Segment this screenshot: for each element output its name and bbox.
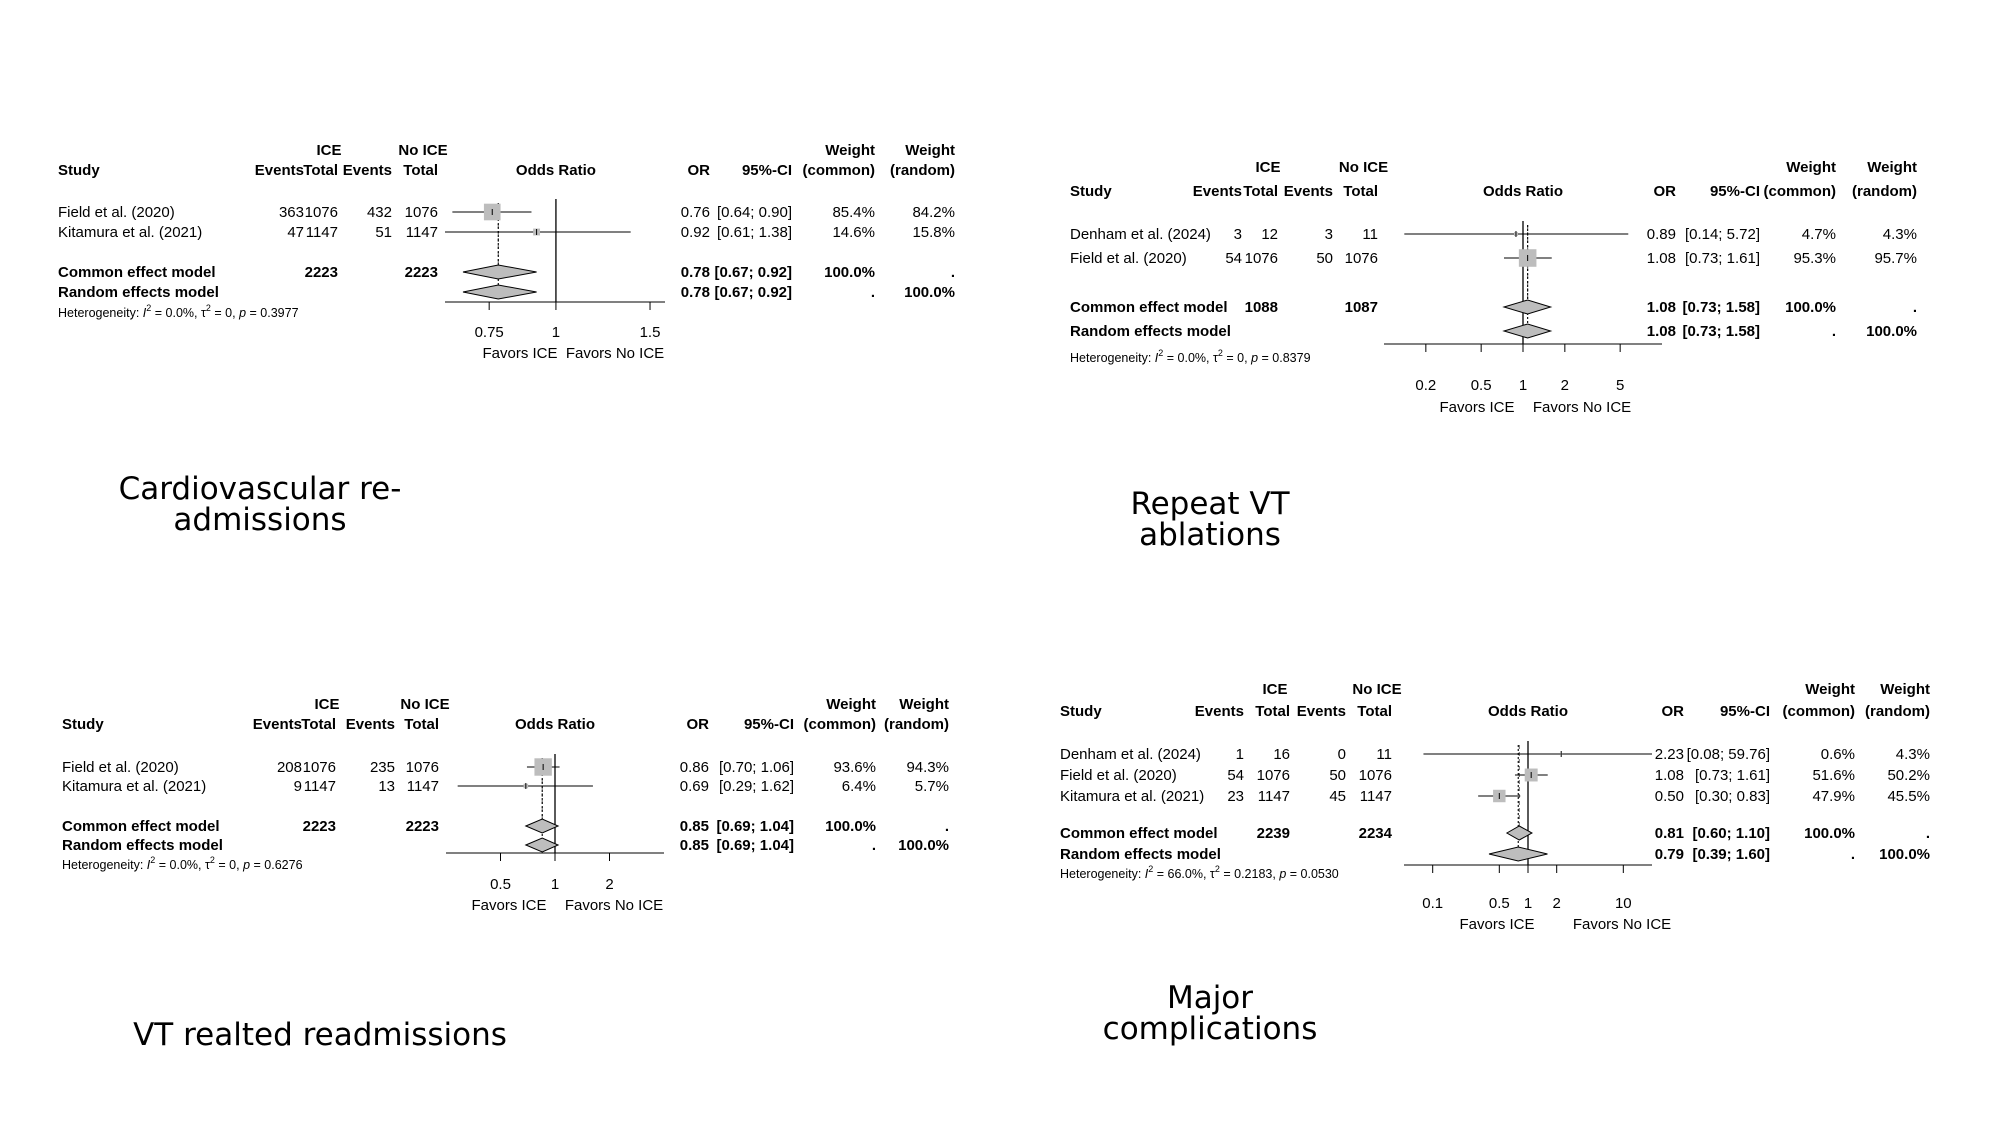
header-or: OR xyxy=(1661,703,1684,720)
common-effect-model-or: 0.78 xyxy=(680,264,710,281)
study-ci: [0.30; 0.83] xyxy=(1694,788,1770,805)
caption-line: Repeat VT xyxy=(1130,486,1290,522)
random-effects-model-label: Random effects model xyxy=(62,837,223,854)
study-weight-common: 14.6% xyxy=(832,224,875,241)
forest-plot-major-complications xyxy=(1052,680,1992,960)
study-or: 0.86 xyxy=(679,759,709,776)
study-no-ice-events: 50 xyxy=(1329,767,1346,784)
study-ice-events: 47 xyxy=(287,224,304,241)
study-weight-random: 15.8% xyxy=(912,224,955,241)
header-ice-total: Total xyxy=(1243,183,1278,200)
common-effect-model-or: 0.81 xyxy=(1654,825,1684,842)
study-weight-common: 47.9% xyxy=(1812,788,1855,805)
study-weight-random: 94.3% xyxy=(906,759,949,776)
header-weight-random: Weight xyxy=(899,696,949,713)
header-ci: 95%-CI xyxy=(1719,703,1770,720)
study-ci: [0.70; 1.06] xyxy=(718,759,794,776)
header-no-ice-total: Total xyxy=(1343,183,1378,200)
x-tick-label: 0.75 xyxy=(474,324,504,341)
random-effects-model-weight-random: 100.0% xyxy=(1866,323,1917,340)
header-ice-events: Events xyxy=(1194,703,1244,720)
x-tick-label: 1.5 xyxy=(639,324,661,341)
favors-ice-label: Favors ICE xyxy=(482,345,558,362)
header-ice-events: Events xyxy=(1192,183,1242,200)
random-effects-model-weight-common: . xyxy=(871,837,876,854)
heterogeneity-text: Heterogeneity: $I^2 = 0.0\%$, $\tau^2 = 0$, p = 0.3977 xyxy=(58,303,299,320)
study-ice-events: 54 xyxy=(1225,250,1242,267)
random-effects-model-weight-common: . xyxy=(870,284,875,301)
study-no-ice-total: 11 xyxy=(1376,746,1392,763)
x-tick-label: 0.5 xyxy=(490,876,511,893)
header-no-ice-events: Events xyxy=(1296,703,1346,720)
study-name: Field et al. (2020) xyxy=(58,204,175,221)
x-tick-label: 2 xyxy=(1552,895,1561,912)
common-effect-model-weight-random: . xyxy=(1925,825,1930,842)
study-ice-total: 1076 xyxy=(304,204,338,221)
study-or: 0.92 xyxy=(680,224,710,241)
header-common: (common) xyxy=(803,716,876,733)
forest-plot-svg xyxy=(54,695,974,945)
study-no-ice-events: 3 xyxy=(1324,226,1333,243)
study-or: 0.50 xyxy=(1654,788,1684,805)
forest-plot-svg xyxy=(1052,680,1992,960)
common-effect-model-label: Common effect model xyxy=(58,264,216,281)
header-weight-random: Weight xyxy=(905,142,955,159)
header-common: (common) xyxy=(1763,183,1836,200)
header-no-ice-events: Events xyxy=(342,162,392,179)
header-odds-ratio: Odds Ratio xyxy=(514,716,596,733)
random-effects-model-diamond xyxy=(1504,324,1551,338)
random-effects-model-ci: [0.69; 1.04] xyxy=(716,837,794,854)
common-effect-model-diamond xyxy=(463,265,537,279)
common-effect-model-or: 1.08 xyxy=(1646,299,1676,316)
study-or: 0.76 xyxy=(680,204,710,221)
random-effects-model-label: Random effects model xyxy=(58,284,219,301)
study-no-ice-events: 51 xyxy=(375,224,392,241)
study-ci: [0.29; 1.62] xyxy=(718,778,794,795)
x-tick-label: 10 xyxy=(1614,895,1632,912)
x-tick-label: 1 xyxy=(551,324,561,341)
study-no-ice-total: 1076 xyxy=(1344,250,1378,267)
study-ice-events: 9 xyxy=(293,778,302,795)
x-tick-label: 5 xyxy=(1615,377,1625,394)
study-ice-events: 23 xyxy=(1227,788,1244,805)
heterogeneity-text: Heterogeneity: $I^2 = 0.0\%$, $\tau^2 = 0$, p = 0.8379 xyxy=(1070,348,1311,365)
random-effects-model-weight-common: . xyxy=(1831,323,1836,340)
random-effects-model-weight-random: 100.0% xyxy=(898,837,949,854)
common-effect-model-label: Common effect model xyxy=(1070,299,1228,316)
study-weight-random: 4.3% xyxy=(1882,226,1917,243)
header-odds-ratio: Odds Ratio xyxy=(515,162,596,179)
favors-ice-label: Favors ICE xyxy=(1459,916,1535,933)
study-ice-events: 208 xyxy=(276,759,302,776)
x-tick-label: 1 xyxy=(550,876,560,893)
header-or: OR xyxy=(687,162,710,179)
study-name: Field et al. (2020) xyxy=(1070,250,1187,267)
common-effect-model-weight-random: . xyxy=(950,264,955,281)
study-ice-total: 1076 xyxy=(302,759,336,776)
study-no-ice-events: 45 xyxy=(1329,788,1346,805)
random-effects-model-or: 0.78 xyxy=(680,284,710,301)
forest-plot-repeat-vt-ablations xyxy=(1062,152,1982,422)
study-no-ice-total: 1076 xyxy=(1358,767,1392,784)
header-ice-events: Events xyxy=(254,162,304,179)
caption-repeat-vt-ablations xyxy=(1050,486,1370,553)
header-ice-events: Events xyxy=(252,716,302,733)
study-no-ice-total: 1076 xyxy=(404,204,438,221)
forest-plot-svg xyxy=(50,140,970,390)
header-ice: ICE xyxy=(1262,681,1288,698)
x-tick-label: 1 xyxy=(1523,895,1533,912)
header-no-ice-events: Events xyxy=(345,716,395,733)
study-no-ice-total: 1076 xyxy=(405,759,439,776)
caption-line: complications xyxy=(1102,1011,1318,1047)
study-name: Kitamura et al. (2021) xyxy=(62,778,207,795)
header-weight-random: Weight xyxy=(1867,159,1917,176)
favors-ice-label: Favors ICE xyxy=(471,897,547,914)
header-random: (random) xyxy=(884,716,949,733)
header-ice: ICE xyxy=(314,696,340,713)
study-ice-events: 54 xyxy=(1227,767,1244,784)
common-effect-model-ci: [0.67; 0.92] xyxy=(714,264,792,281)
study-or: 1.08 xyxy=(1654,767,1684,784)
random-effects-model-or: 1.08 xyxy=(1646,323,1676,340)
study-ci: [0.73; 1.61] xyxy=(1694,767,1770,784)
random-effects-model-ci: [0.73; 1.58] xyxy=(1682,323,1760,340)
header-common: (common) xyxy=(802,162,875,179)
header-ci: 95%-CI xyxy=(1709,183,1760,200)
study-ci: [0.64; 0.90] xyxy=(716,204,792,221)
header-weight-random: Weight xyxy=(1880,681,1930,698)
random-effects-model-weight-random: 100.0% xyxy=(904,284,955,301)
header-common: (common) xyxy=(1782,703,1855,720)
study-weight-random: 4.3% xyxy=(1895,746,1930,763)
random-effects-model-weight-random: 100.0% xyxy=(1879,846,1930,863)
heterogeneity-text: Heterogeneity: $I^2 = 0.0\%$, $\tau^2 = 0$, p = 0.6276 xyxy=(62,855,303,872)
header-ice: ICE xyxy=(1255,159,1281,176)
common-effect-model-weight-common: 100.0% xyxy=(1785,299,1836,316)
header-no-ice-total: Total xyxy=(403,162,438,179)
study-weight-random: 50.2% xyxy=(1887,767,1930,784)
header-random: (random) xyxy=(1865,703,1930,720)
x-tick-label: 2 xyxy=(605,876,614,893)
random-effects-model-ci: [0.39; 1.60] xyxy=(1692,846,1770,863)
caption-line: admissions xyxy=(173,502,347,538)
header-no-ice: No ICE xyxy=(398,142,448,159)
header-odds-ratio: Odds Ratio xyxy=(1487,703,1569,720)
forest-plot-vt-related-readmissions xyxy=(54,695,974,945)
heterogeneity-text: Heterogeneity: $I^2 = 66.0\%$, $\tau^2 = 0.2183$, p = 0.0530 xyxy=(1060,864,1339,881)
common-effect-model-ice-total: 2223 xyxy=(302,818,336,835)
study-no-ice-total: 1147 xyxy=(405,224,438,241)
study-weight-random: 5.7% xyxy=(914,778,949,795)
study-weight-common: 85.4% xyxy=(832,204,875,221)
caption-line: ablations xyxy=(1139,517,1281,553)
study-no-ice-events: 235 xyxy=(369,759,395,776)
header-odds-ratio: Odds Ratio xyxy=(1482,183,1564,200)
x-tick-label: 0.5 xyxy=(1470,377,1492,394)
header-no-ice: No ICE xyxy=(400,696,450,713)
study-or: 1.08 xyxy=(1646,250,1676,267)
study-ice-total: 12 xyxy=(1261,226,1278,243)
common-effect-model-weight-common: 100.0% xyxy=(825,818,876,835)
forest-plot-cardiovascular-readmissions xyxy=(50,140,970,390)
study-or: 0.69 xyxy=(679,778,709,795)
random-effects-model-or: 0.85 xyxy=(679,837,709,854)
header-no-ice-events: Events xyxy=(1283,183,1333,200)
favors-no-ice-label: Favors No ICE xyxy=(564,897,664,914)
random-effects-model-diamond xyxy=(463,285,537,299)
header-weight-common: Weight xyxy=(1786,159,1836,176)
header-no-ice: No ICE xyxy=(1338,159,1389,176)
study-ci: [0.61; 1.38] xyxy=(716,224,792,241)
common-effect-model-diamond xyxy=(1504,300,1551,314)
study-no-ice-total: 1147 xyxy=(1359,788,1392,805)
common-effect-model-label: Common effect model xyxy=(1060,825,1218,842)
common-effect-model-weight-common: 100.0% xyxy=(824,264,875,281)
header-random: (random) xyxy=(890,162,955,179)
header-weight-common: Weight xyxy=(826,696,876,713)
header-ice: ICE xyxy=(316,142,342,159)
study-ice-events: 3 xyxy=(1233,226,1242,243)
caption-line: Major xyxy=(1166,980,1254,1016)
study-no-ice-events: 0 xyxy=(1337,746,1346,763)
caption-cardiovascular-readmissions xyxy=(100,471,420,538)
study-name: Field et al. (2020) xyxy=(62,759,179,776)
common-effect-model-ice-total: 2239 xyxy=(1256,825,1290,842)
header-or: OR xyxy=(686,716,709,733)
study-no-ice-total: 1147 xyxy=(406,778,439,795)
study-ci: [0.08; 59.76] xyxy=(1686,746,1770,763)
study-no-ice-events: 432 xyxy=(366,204,392,221)
header-ci: 95%-CI xyxy=(741,162,792,179)
header-ice-total: Total xyxy=(303,162,338,179)
study-ci: [0.73; 1.61] xyxy=(1684,250,1760,267)
study-name: Kitamura et al. (2021) xyxy=(58,224,203,241)
caption-major-complications xyxy=(1050,980,1370,1047)
study-ice-total: 1147 xyxy=(1257,788,1290,805)
common-effect-model-ice-total: 2223 xyxy=(304,264,338,281)
study-ice-events: 1 xyxy=(1235,746,1244,763)
common-effect-model-no-ice-total: 2223 xyxy=(405,818,439,835)
common-effect-model-ci: [0.60; 1.10] xyxy=(1692,825,1770,842)
caption-vt-related-readmissions xyxy=(120,1017,520,1053)
study-ice-total: 1147 xyxy=(303,778,336,795)
study-no-ice-total: 11 xyxy=(1362,226,1378,243)
favors-no-ice-label: Favors No ICE xyxy=(1572,916,1672,933)
header-no-ice-total: Total xyxy=(404,716,439,733)
caption-line: Cardiovascular re- xyxy=(118,471,402,507)
study-name: Kitamura et al. (2021) xyxy=(1060,788,1205,805)
header-weight-common: Weight xyxy=(825,142,875,159)
study-weight-common: 95.3% xyxy=(1793,250,1836,267)
header-no-ice-total: Total xyxy=(1357,703,1392,720)
x-tick-label: 1 xyxy=(1518,377,1528,394)
study-weight-common: 51.6% xyxy=(1812,767,1855,784)
header-ice-total: Total xyxy=(301,716,336,733)
study-ice-total: 16 xyxy=(1273,746,1290,763)
common-effect-model-weight-common: 100.0% xyxy=(1804,825,1855,842)
random-effects-model-ci: [0.67; 0.92] xyxy=(714,284,792,301)
x-tick-label: 0.2 xyxy=(1415,377,1437,394)
x-tick-label: 0.1 xyxy=(1422,895,1444,912)
header-study: Study xyxy=(1060,703,1102,720)
study-weight-common: 6.4% xyxy=(841,778,876,795)
header-study: Study xyxy=(1070,183,1112,200)
header-ice-total: Total xyxy=(1255,703,1290,720)
common-effect-model-no-ice-total: 1087 xyxy=(1344,299,1378,316)
study-ci: [0.14; 5.72] xyxy=(1684,226,1760,243)
study-weight-random: 84.2% xyxy=(912,204,955,221)
header-study: Study xyxy=(62,716,104,733)
header-ci: 95%-CI xyxy=(743,716,794,733)
study-weight-common: 0.6% xyxy=(1820,746,1855,763)
header-random: (random) xyxy=(1852,183,1917,200)
study-no-ice-events: 13 xyxy=(378,778,395,795)
random-effects-model-weight-common: . xyxy=(1850,846,1855,863)
caption-line: VT realted readmissions xyxy=(133,1017,507,1053)
random-effects-model-diamond xyxy=(526,838,558,852)
header-weight-common: Weight xyxy=(1805,681,1855,698)
common-effect-model-ice-total: 1088 xyxy=(1244,299,1278,316)
study-ice-events: 363 xyxy=(278,204,304,221)
header-or: OR xyxy=(1653,183,1676,200)
forest-plot-svg xyxy=(1062,152,1982,422)
study-weight-common: 4.7% xyxy=(1801,226,1836,243)
x-tick-label: 2 xyxy=(1560,377,1570,394)
study-weight-random: 95.7% xyxy=(1874,250,1917,267)
favors-no-ice-label: Favors No ICE xyxy=(565,345,665,362)
common-effect-model-ci: [0.69; 1.04] xyxy=(716,818,794,835)
study-weight-common: 93.6% xyxy=(833,759,876,776)
random-effects-model-diamond xyxy=(1489,847,1547,861)
header-study: Study xyxy=(58,162,100,179)
study-name: Denham et al. (2024) xyxy=(1060,746,1201,763)
random-effects-model-label: Random effects model xyxy=(1060,846,1221,863)
common-effect-model-ci: [0.73; 1.58] xyxy=(1682,299,1760,316)
study-no-ice-events: 50 xyxy=(1316,250,1333,267)
study-ice-total: 1076 xyxy=(1256,767,1290,784)
favors-no-ice-label: Favors No ICE xyxy=(1532,399,1632,416)
random-effects-model-label: Random effects model xyxy=(1070,323,1231,340)
study-name: Denham et al. (2024) xyxy=(1070,226,1211,243)
favors-ice-label: Favors ICE xyxy=(1439,399,1515,416)
common-effect-model-no-ice-total: 2223 xyxy=(404,264,438,281)
common-effect-model-diamond xyxy=(526,819,558,833)
study-or: 0.89 xyxy=(1646,226,1676,243)
common-effect-model-or: 0.85 xyxy=(679,818,709,835)
common-effect-model-weight-random: . xyxy=(1912,299,1917,316)
study-ice-total: 1147 xyxy=(305,224,338,241)
common-effect-model-weight-random: . xyxy=(944,818,949,835)
study-or: 2.23 xyxy=(1654,746,1684,763)
random-effects-model-or: 0.79 xyxy=(1654,846,1684,863)
study-ice-total: 1076 xyxy=(1244,250,1278,267)
common-effect-model-no-ice-total: 2234 xyxy=(1358,825,1392,842)
study-name: Field et al. (2020) xyxy=(1060,767,1177,784)
study-weight-random: 45.5% xyxy=(1887,788,1930,805)
x-tick-label: 0.5 xyxy=(1488,895,1510,912)
header-no-ice: No ICE xyxy=(1352,681,1402,698)
common-effect-model-label: Common effect model xyxy=(62,818,220,835)
